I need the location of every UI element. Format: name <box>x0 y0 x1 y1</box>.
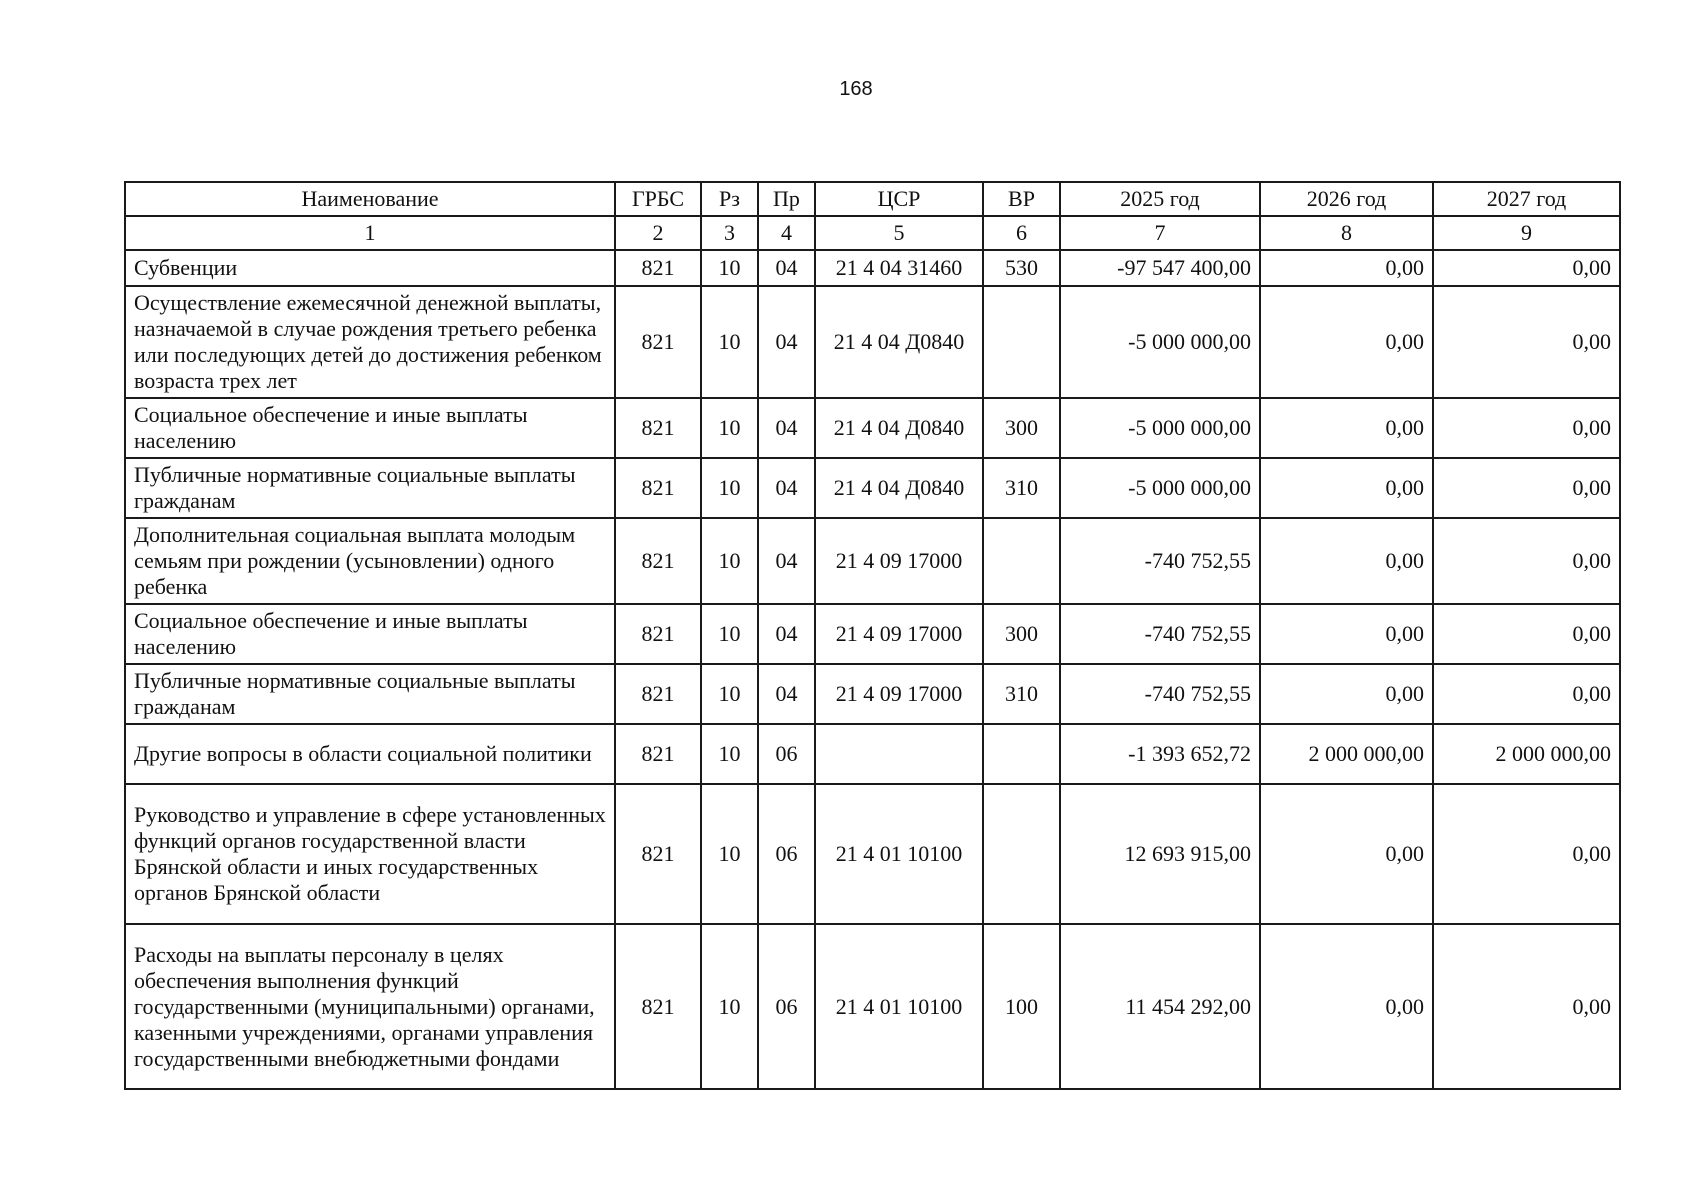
row-2027: 0,00 <box>1433 604 1620 664</box>
row-rz: 10 <box>701 518 758 604</box>
header-2026: 2026 год <box>1260 182 1433 216</box>
row-name: Социальное обеспечение и иные выплаты населению <box>125 398 615 458</box>
row-csr: 21 4 01 10100 <box>815 784 983 924</box>
row-vr: 100 <box>983 924 1060 1089</box>
row-2026: 0,00 <box>1260 286 1433 398</box>
row-rz: 10 <box>701 784 758 924</box>
row-name: Осуществление ежемесячной денежной выплаты, назначаемой в случае рождения третьего ребенка или последующих детей до достижения ребенком возраста трех лет <box>125 286 615 398</box>
row-grbs: 821 <box>615 604 701 664</box>
table-row <box>125 664 1620 724</box>
row-name: Расходы на выплаты персоналу в целях обеспечения выполнения функций государственными (муниципальными) органами, казенными учреждениями, органами управления государственными внебюджетными фондами <box>125 924 615 1089</box>
row-rz: 10 <box>701 286 758 398</box>
row-2025: -5 000 000,00 <box>1060 458 1260 518</box>
header-grbs: ГРБС <box>615 182 701 216</box>
row-vr <box>983 518 1060 604</box>
row-pr: 04 <box>758 458 815 518</box>
row-2026: 0,00 <box>1260 664 1433 724</box>
row-vr <box>983 724 1060 784</box>
row-2027: 0,00 <box>1433 664 1620 724</box>
row-grbs: 821 <box>615 250 701 286</box>
row-2026: 0,00 <box>1260 518 1433 604</box>
column-number: 5 <box>815 216 983 250</box>
header-vr: ВР <box>983 182 1060 216</box>
row-pr: 06 <box>758 724 815 784</box>
row-grbs: 821 <box>615 458 701 518</box>
row-rz: 10 <box>701 250 758 286</box>
page-number: 168 <box>839 78 873 100</box>
column-number-row <box>125 216 1620 250</box>
row-rz: 10 <box>701 924 758 1089</box>
row-name: Публичные нормативные социальные выплаты гражданам <box>125 664 615 724</box>
row-name: Другие вопросы в области социальной политики <box>125 724 615 784</box>
row-2026: 2 000 000,00 <box>1260 724 1433 784</box>
row-pr: 04 <box>758 250 815 286</box>
table-row <box>125 458 1620 518</box>
row-2026: 0,00 <box>1260 784 1433 924</box>
header-2025: 2025 год <box>1060 182 1260 216</box>
header-name: Наименование <box>125 182 615 216</box>
row-grbs: 821 <box>615 518 701 604</box>
column-number: 2 <box>615 216 701 250</box>
row-vr: 310 <box>983 664 1060 724</box>
row-2026: 0,00 <box>1260 398 1433 458</box>
table-row <box>125 286 1620 398</box>
row-pr: 04 <box>758 286 815 398</box>
header-rz: Рз <box>701 182 758 216</box>
row-2027: 0,00 <box>1433 924 1620 1089</box>
column-number: 9 <box>1433 216 1620 250</box>
row-vr: 530 <box>983 250 1060 286</box>
table-row <box>125 724 1620 784</box>
row-2025: -97 547 400,00 <box>1060 250 1260 286</box>
header-pr: Пр <box>758 182 815 216</box>
row-csr: 21 4 04 Д0840 <box>815 398 983 458</box>
budget-table <box>124 181 1621 1090</box>
row-2027: 2 000 000,00 <box>1433 724 1620 784</box>
row-2025: -1 393 652,72 <box>1060 724 1260 784</box>
column-number: 4 <box>758 216 815 250</box>
row-vr: 300 <box>983 604 1060 664</box>
row-csr: 21 4 01 10100 <box>815 924 983 1089</box>
row-csr: 21 4 04 Д0840 <box>815 458 983 518</box>
table-row <box>125 398 1620 458</box>
table-row <box>125 604 1620 664</box>
row-name: Субвенции <box>125 250 615 286</box>
row-csr: 21 4 09 17000 <box>815 518 983 604</box>
row-vr <box>983 286 1060 398</box>
column-number: 6 <box>983 216 1060 250</box>
row-2026: 0,00 <box>1260 458 1433 518</box>
row-2027: 0,00 <box>1433 784 1620 924</box>
table-row <box>125 784 1620 924</box>
row-2026: 0,00 <box>1260 924 1433 1089</box>
row-2025: -740 752,55 <box>1060 664 1260 724</box>
row-name: Руководство и управление в сфере установленных функций органов государственной власти Брянской области и иных государственных органов Брянской области <box>125 784 615 924</box>
header-row <box>125 182 1620 216</box>
row-rz: 10 <box>701 398 758 458</box>
row-pr: 06 <box>758 924 815 1089</box>
header-2027: 2027 год <box>1433 182 1620 216</box>
row-vr <box>983 784 1060 924</box>
row-2026: 0,00 <box>1260 250 1433 286</box>
row-vr: 310 <box>983 458 1060 518</box>
row-name: Социальное обеспечение и иные выплаты населению <box>125 604 615 664</box>
column-number: 7 <box>1060 216 1260 250</box>
row-csr: 21 4 04 31460 <box>815 250 983 286</box>
row-2025: -740 752,55 <box>1060 604 1260 664</box>
row-pr: 04 <box>758 604 815 664</box>
table-row <box>125 518 1620 604</box>
row-pr: 04 <box>758 398 815 458</box>
row-grbs: 821 <box>615 784 701 924</box>
column-number: 8 <box>1260 216 1433 250</box>
column-number: 1 <box>125 216 615 250</box>
row-csr: 21 4 04 Д0840 <box>815 286 983 398</box>
row-vr: 300 <box>983 398 1060 458</box>
row-rz: 10 <box>701 604 758 664</box>
row-csr: 21 4 09 17000 <box>815 604 983 664</box>
row-grbs: 821 <box>615 398 701 458</box>
row-csr <box>815 724 983 784</box>
row-name: Публичные нормативные социальные выплаты гражданам <box>125 458 615 518</box>
row-2027: 0,00 <box>1433 286 1620 398</box>
row-grbs: 821 <box>615 724 701 784</box>
row-pr: 04 <box>758 664 815 724</box>
row-2025: 11 454 292,00 <box>1060 924 1260 1089</box>
row-2026: 0,00 <box>1260 604 1433 664</box>
row-rz: 10 <box>701 458 758 518</box>
row-2027: 0,00 <box>1433 250 1620 286</box>
row-2027: 0,00 <box>1433 458 1620 518</box>
row-2025: -5 000 000,00 <box>1060 398 1260 458</box>
row-grbs: 821 <box>615 664 701 724</box>
header-csr: ЦСР <box>815 182 983 216</box>
row-pr: 04 <box>758 518 815 604</box>
row-rz: 10 <box>701 664 758 724</box>
table-row <box>125 250 1620 286</box>
row-pr: 06 <box>758 784 815 924</box>
column-number: 3 <box>701 216 758 250</box>
row-2025: -5 000 000,00 <box>1060 286 1260 398</box>
row-csr: 21 4 09 17000 <box>815 664 983 724</box>
row-2027: 0,00 <box>1433 398 1620 458</box>
row-2025: -740 752,55 <box>1060 518 1260 604</box>
row-rz: 10 <box>701 724 758 784</box>
row-grbs: 821 <box>615 286 701 398</box>
row-name: Дополнительная социальная выплата молодым семьям при рождении (усыновлении) одного ребенка <box>125 518 615 604</box>
row-2025: 12 693 915,00 <box>1060 784 1260 924</box>
row-grbs: 821 <box>615 924 701 1089</box>
table-row <box>125 924 1620 1089</box>
row-2027: 0,00 <box>1433 518 1620 604</box>
